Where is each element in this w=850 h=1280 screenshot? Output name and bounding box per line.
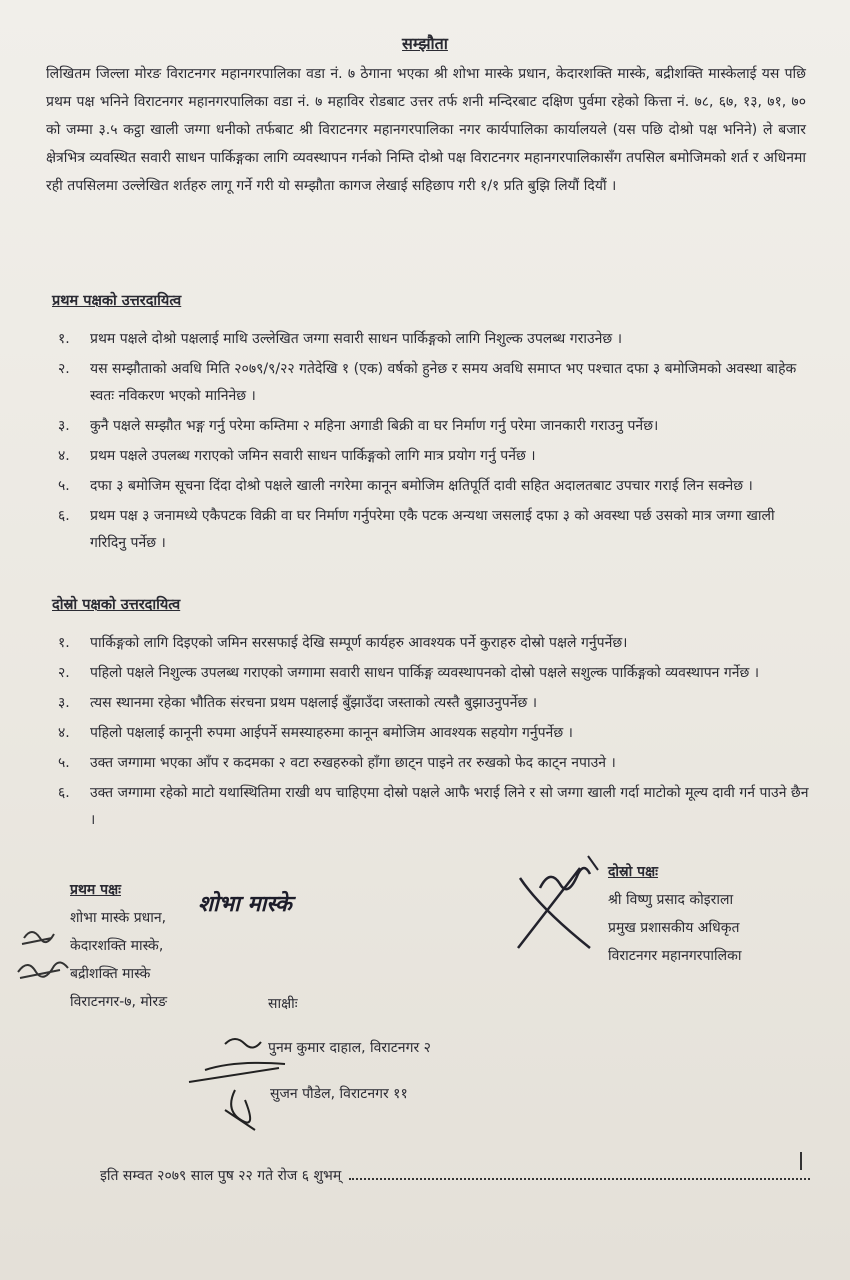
list-item (58, 356, 810, 410)
item-text: प्रथम पक्षले दोश्रो पक्षलाई माथि उल्लेखित जग्गा सवारी साधन पार्किङ्गको लागि निशुल्क उपलब्ध गराउनेछ । (90, 331, 623, 347)
list-item (58, 443, 810, 470)
item-number: ६. (58, 508, 70, 524)
footer-date: इति सम्वत २०७९ साल पुष २२ गते रोज ६ शुभम् (100, 1168, 342, 1184)
list-item (58, 750, 810, 777)
list-item (58, 690, 810, 717)
list-item (58, 720, 810, 747)
list-item (58, 473, 810, 500)
item-text: पहिलो पक्षलाई कानूनी रुपमा आईपर्ने समस्याहरुमा कानून बमोजिम आवश्यक सहयोग गर्नुपर्नेछ । (90, 725, 573, 741)
list-item (58, 660, 810, 687)
item-number: ३. (58, 418, 70, 434)
second-party-signature (510, 848, 610, 958)
witness-2: सुजन पौडेल, विराटनगर ११ (270, 1086, 408, 1102)
second-party-heading: दोस्रो पक्षको उत्तरदायित्व (52, 597, 181, 613)
first-party-name-2: केदारशक्ति मास्के, (70, 938, 164, 954)
document-title: सम्झौता (402, 34, 448, 53)
item-text: कुनै पक्षले सम्झौत भङ्ग गर्नु परेमा कम्तिमा २ महिना अगाडी बिक्री वा घर निर्माण गर्नु परेमा जानकारी गराउनु पर्नेछ। (90, 418, 659, 434)
list-item (58, 413, 810, 440)
list-item (58, 780, 810, 834)
first-party-name-3: बद्रीशक्ति मास्के (70, 966, 151, 982)
item-number: १. (58, 331, 70, 347)
item-text: पहिलो पक्षले निशुल्क उपलब्ध गराएको जग्गामा सवारी साधन पार्किङ्ग व्यवस्थापनको दोस्रो पक्षले सशुल्क पार्किङ्गको व्यवस्थापन गर्नेछ । (90, 665, 760, 681)
second-party-block (608, 858, 742, 970)
item-text: दफा ३ बमोजिम सूचना दिंदा दोश्रो पक्षले खाली नगरेमा कानून बमोजिम क्षतिपूर्ति दावी सहित अदालतबाट उपचार गराई लिन सक्नेछ । (90, 478, 753, 494)
second-party-duties-list (58, 630, 810, 837)
item-number: २. (58, 361, 70, 377)
thumbprint-signatures (14, 920, 74, 990)
witness-1: पुनम कुमार दाहाल, विराटनगर २ (268, 1040, 431, 1056)
item-text: त्यस स्थानमा रहेका भौतिक संरचना प्रथम पक्षलाई बुँझाउँदा जस्ताको त्यस्तै बुझाउनुपर्नेछ । (90, 695, 538, 711)
item-number: ६. (58, 785, 70, 801)
item-text: प्रथम पक्षले उपलब्ध गराएको जमिन सवारी साधन पार्किङ्गको लागि मात्र प्रयोग गर्नु पर्नेछ । (90, 448, 536, 464)
first-party-heading: प्रथम पक्षको उत्तरदायित्व (52, 293, 182, 309)
second-party-office: विराटनगर महानगरपालिका (608, 948, 742, 964)
item-number: ४. (58, 448, 70, 464)
second-party-designation: प्रमुख प्रशासकीय अधिकृत (608, 920, 740, 936)
item-text: उक्त जग्गामा रहेको माटो यथास्थितिमा राखी थप चाहिएमा दोस्रो पक्षले आफै भराई लिने र सो जग्गा खाली गर्दा माटोको मूल्य दावी गर्न पाउने छैन । (90, 785, 809, 828)
intro-paragraph: लिखितम जिल्ला मोरङ विराटनगर महानगरपालिका वडा नं. ७ ठेगाना भएका श्री शोभा मास्के प्रधान, केदारशक्ति मास्के, बद्रीशक्ति मास्केलाई यस पछि प्रथम पक्ष भनिने विराटनगर महानगरपालिका वडा नं. ७ महाविर रोडबाट उत्तर तर्फ शनी मन्दिरबाट दक्षिण पुर्वमा रहेको कित्ता नं. ७८, ६७, १३, ७१, ७० को जम्मा ३.५ कट्ठा खाली जग्गा धनीको तर्फबाट श्री विराटनगर महानगरपालिका नगर कार्यपालिका कार्यालयले (यस पछि दोश्रो पक्ष भनिने) ले बजार क्षेत्रभित्र व्यवस्थित सवारी साधन पार्किङ्गका लागि व्यवस्थापन गर्नको निम्ति दोश्रो पक्ष विराटनगर महानगरपालिकासँग तपसिल बमोजिमको शर्त र अधिनमा रही तपसिलमा उल्लेखित शर्तहरु लागू गर्ने गरी यो सम्झौता कागज लेखाई सहिछाप गरी १/१ प्रति बुझि लियौं दियौं । (46, 66, 806, 194)
item-text: उक्त जग्गामा भएका आँप र कदमका २ वटा रुखहरुको हाँगा छाट्न पाइने तर रुखको फेद काट्न नपाउने । (90, 755, 616, 771)
first-party-block (70, 876, 167, 1016)
second-party-label: दोस्रो पक्षः (608, 864, 658, 880)
list-item (58, 326, 810, 353)
item-number: १. (58, 635, 70, 651)
item-number: ४. (58, 725, 70, 741)
first-party-address: विराटनगर-७, मोरङ (70, 994, 168, 1010)
list-item (58, 630, 810, 657)
item-text: पार्किङ्गको लागि दिइएको जमिन सरसफाई देखि सम्पूर्ण कार्यहरु आवश्यक पर्ने कुराहरु दोस्रो पक्षले गर्नुपर्नेछ। (90, 635, 628, 651)
footer-bar (800, 1152, 802, 1170)
item-number: ५. (58, 755, 70, 771)
witness-signatures (185, 1030, 295, 1140)
item-number: ३. (58, 695, 70, 711)
first-party-duties-list (58, 326, 810, 560)
first-party-signature: शोभा मास्के (198, 891, 292, 917)
first-party-name-1: शोभा मास्के प्रधान, (70, 910, 167, 926)
second-party-name: श्री विष्णु प्रसाद कोइराला (608, 892, 734, 908)
item-text: यस सम्झौताको अवधि मिति २०७९/९/२२ गतेदेखि १ (एक) वर्षको हुनेछ र समय अवधि समाप्त भए पश्चात दफा ३ बमोजिमको अवस्था बाहेक स्वतः नविकरण भएको मानिनेछ । (90, 361, 797, 404)
first-party-label: प्रथम पक्षः (70, 882, 121, 898)
item-number: ५. (58, 478, 70, 494)
item-number: २. (58, 665, 70, 681)
item-text: प्रथम पक्ष ३ जनामध्ये एकैपटक विक्री वा घर निर्माण गर्नुपरेमा एकै पटक अन्यथा जसलाई दफा ३ को अवस्था पर्छ उसको मात्र जग्गा खाली गरिदिनु पर्नेछ । (90, 508, 775, 551)
witness-label: साक्षीः (268, 996, 298, 1012)
footer-dotted-line (349, 1166, 810, 1180)
document-footer (100, 1166, 810, 1185)
list-item (58, 503, 810, 557)
